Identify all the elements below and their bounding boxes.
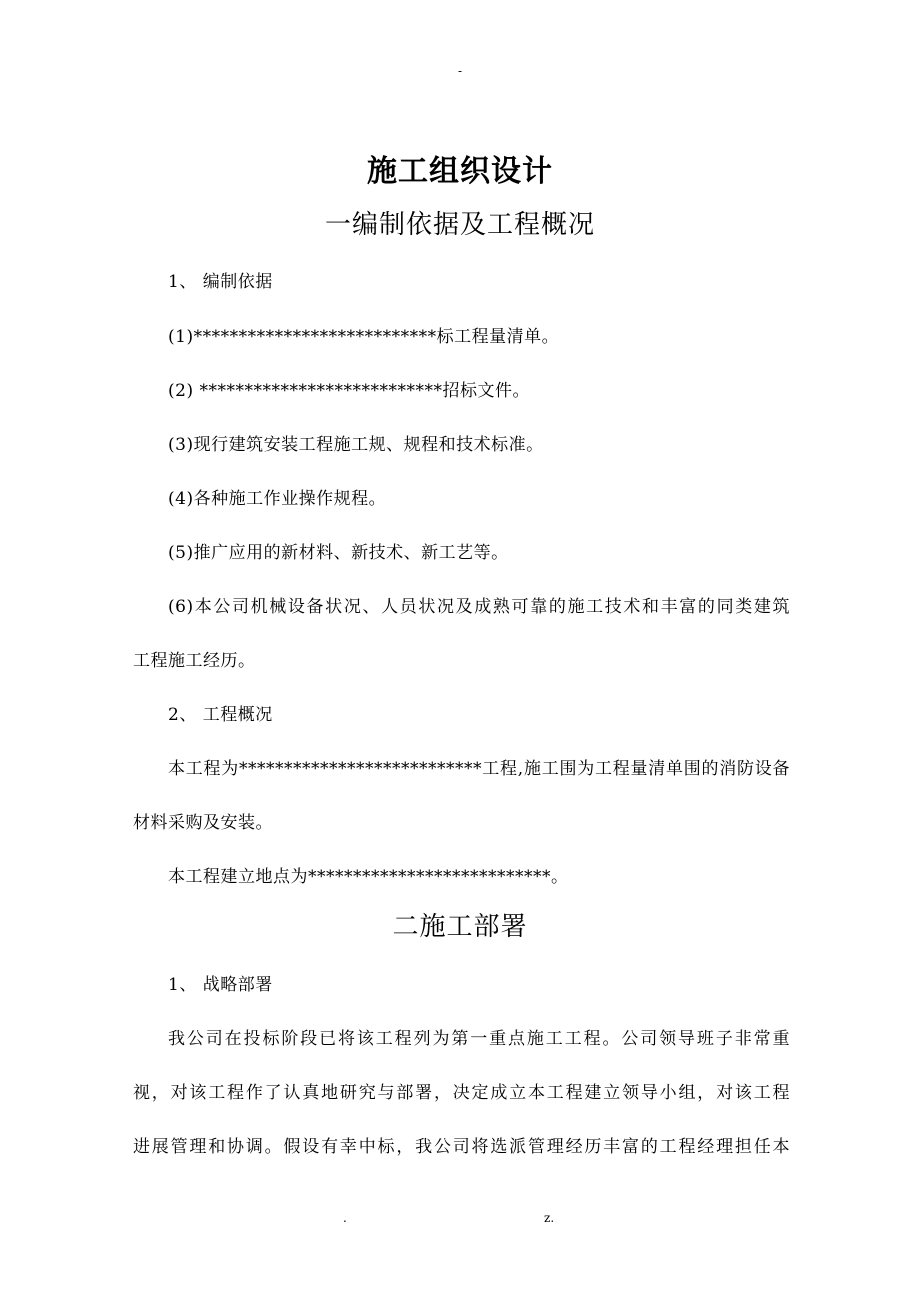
- location-line: 本工程建立地点为***************************。: [168, 867, 569, 887]
- strategy-para-line-1: 我公司在投标阶段已将该工程列为第一重点施工工程。公司领导班子非常重: [168, 1029, 790, 1049]
- basis-item-1: (1)***************************标工程量清单。: [168, 327, 560, 347]
- document-title: 施工组织设计: [367, 154, 553, 189]
- basis-item-6-line-2: 工程施工经历。: [133, 651, 256, 671]
- basis-item-6-line-1: (6)本公司机械设备状况、人员状况及成熟可靠的施工技术和丰富的同类建筑: [168, 597, 790, 617]
- strategy-para-line-3: 进展管理和协调。假设有幸中标，我公司将选派管理经历丰富的工程经理担任本: [133, 1137, 790, 1157]
- section-1-heading: 一编制依据及工程概况: [324, 210, 595, 240]
- footer-left-mark: .: [343, 1211, 347, 1225]
- basis-item-5: (5)推广应用的新材料、新技术、新工艺等。: [168, 543, 509, 563]
- basis-item-2: (2) ***************************招标文件。: [168, 381, 530, 401]
- overview-line-2: 材料采购及安装。: [133, 813, 273, 833]
- section-2-sub-1-heading: 1、 战略部署: [168, 975, 273, 995]
- basis-item-3: (3)现行建筑安装工程施工规、规程和技术标准。: [168, 435, 544, 455]
- section-2-heading: 二施工部署: [392, 912, 528, 942]
- strategy-para-line-2: 视，对该工程作了认真地研究与部署，决定成立本工程建立领导小组，对该工程: [133, 1083, 790, 1103]
- section-1-sub-1-heading: 1、 编制依据: [168, 272, 273, 292]
- page-header-mark: -: [457, 64, 463, 78]
- section-1-sub-2-heading: 2、 工程概况: [168, 705, 273, 725]
- footer-right-mark: z.: [544, 1211, 555, 1225]
- overview-line-1: 本工程为***************************工程,施工围为工程量清单围的消防设备: [168, 759, 790, 779]
- basis-item-4: (4)各种施工作业操作规程。: [168, 489, 387, 509]
